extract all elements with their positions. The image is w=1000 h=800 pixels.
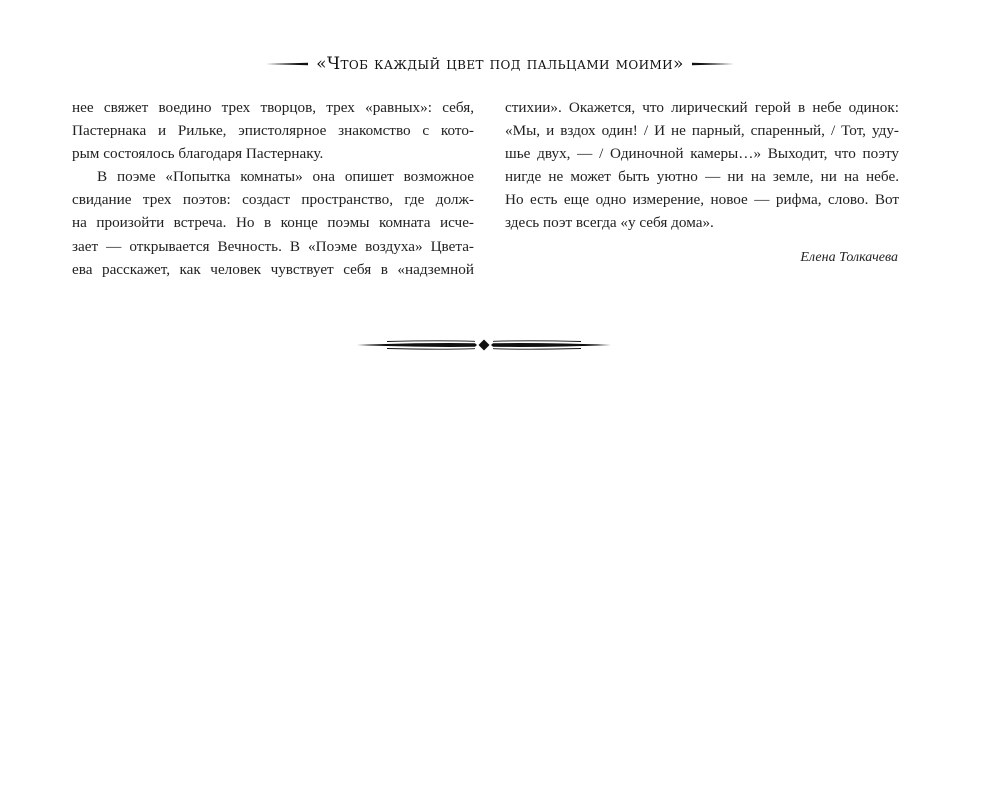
left-text-column: [72, 96, 474, 281]
text-line: здесь поэт всегда «у себя дома».: [505, 214, 714, 232]
text-line: стихии». Окажется, что лирический герой в небе одинок:: [505, 99, 899, 116]
text-line: шье двух, — / Одиночной камеры…» Выходит, что поэту: [505, 145, 899, 163]
text-line: «Мы, и вздох один! / И не парный, спаренный, / Тот, уду-: [505, 122, 899, 140]
text-line: нее свяжет воедино трех творцов, трех «равных»: себя,: [72, 99, 474, 116]
paragraph: [72, 165, 474, 280]
text-line: на произойти встреча. Но в конце поэмы комната исче-: [72, 214, 474, 232]
text-line: В поэме «Попытка комнаты» она опишет возможное: [97, 168, 474, 186]
section-end-ornament: [357, 335, 611, 355]
text-line: свидание трех поэтов: создаст пространство, где долж-: [72, 191, 474, 209]
text-line: ева расскажет, как человек чувствует себя в «надземной: [72, 260, 474, 278]
running-header: [0, 51, 1000, 77]
text-line: рым состоялось благодаря Пастернаку.: [72, 145, 324, 163]
text-line: Но есть еще одно измерение, новое — рифма, слово. Вот: [505, 191, 899, 209]
paragraph: [72, 96, 474, 165]
running-header-title: «Чтоб каждый цвет под пальцами моими»: [316, 54, 684, 74]
header-rule-left-ornament: [266, 57, 308, 71]
text-line: Пастернака и Рильке, эпистолярное знакомство с кото-: [72, 122, 474, 140]
paragraph: [505, 96, 899, 235]
right-text-column: [505, 96, 899, 235]
text-line: нигде не может быть уютно — ни на земле, ни на небе.: [505, 168, 899, 186]
text-line: зает — открывается Вечность. В «Поэме воздуха» Цвета-: [72, 237, 474, 255]
header-rule-right-ornament: [692, 57, 734, 71]
author-name: Елена Толкачева: [800, 250, 898, 265]
